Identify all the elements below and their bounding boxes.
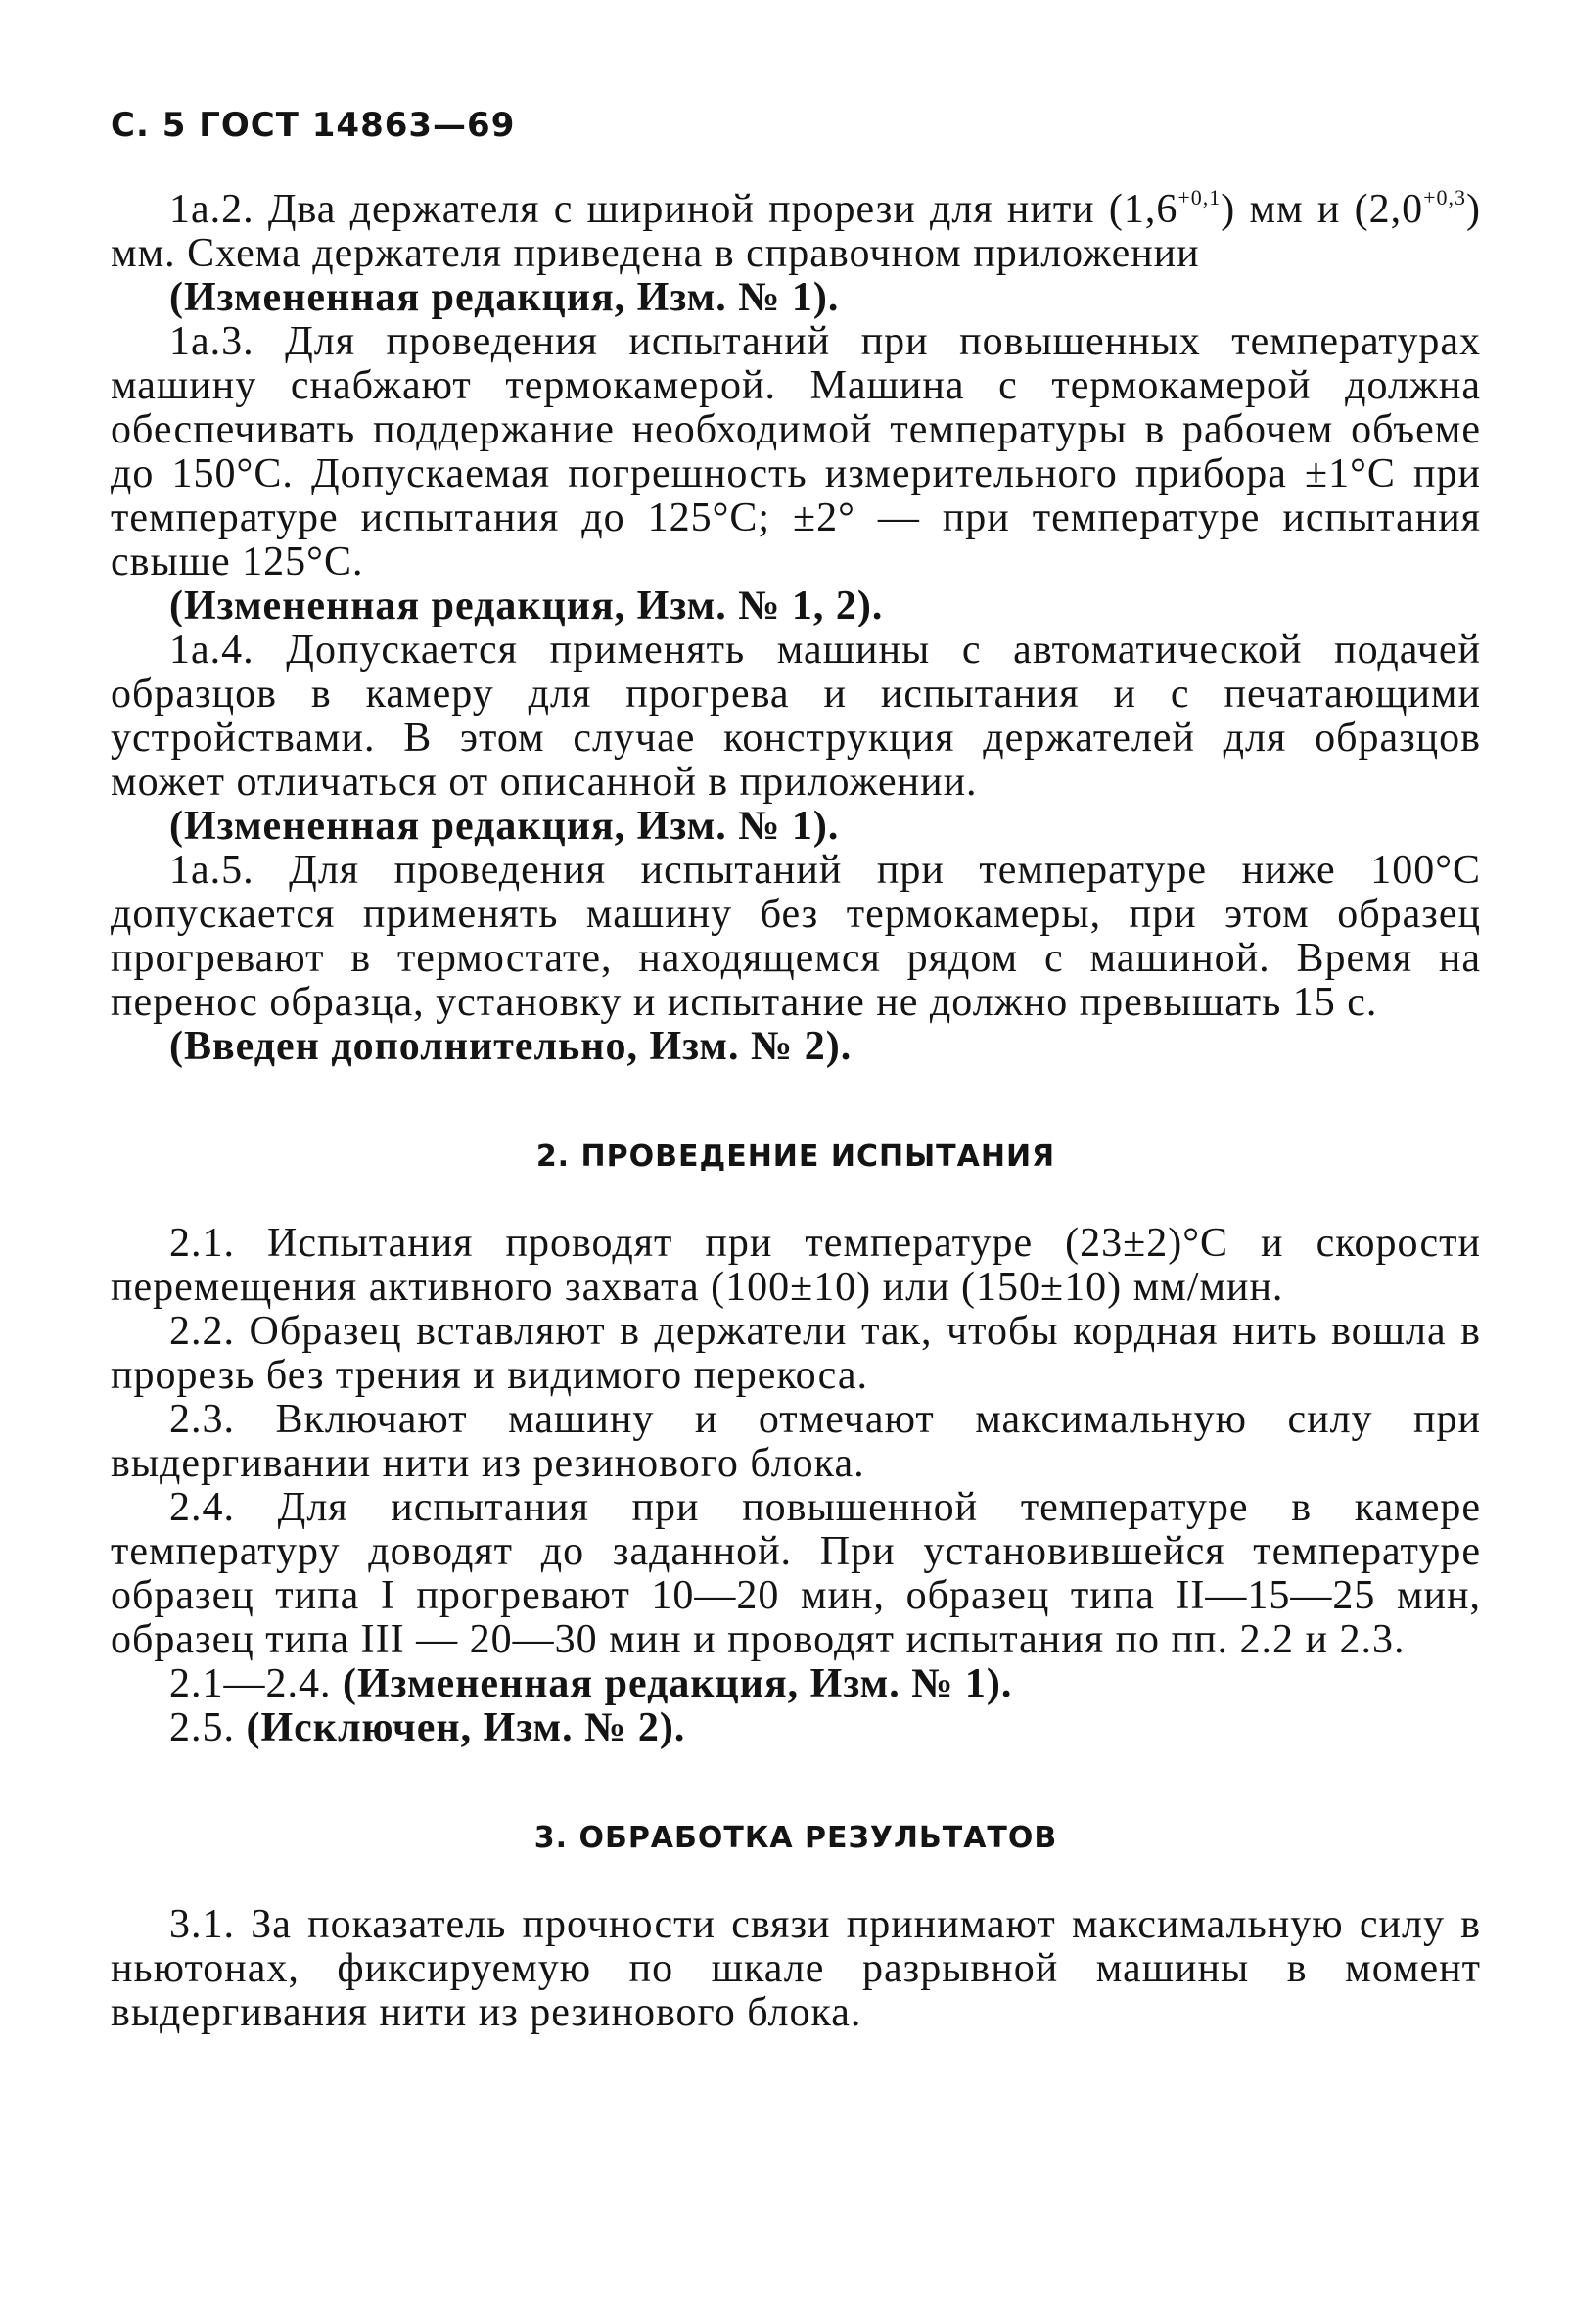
section-2-title: 2. ПРОВЕДЕНИЕ ИСПЫТАНИЯ: [535, 1139, 1056, 1174]
paragraph-2-1-2-4: [111, 1662, 1481, 1706]
page-header: С. 5 ГОСТ 14863—69: [111, 106, 516, 145]
amendment-note-5: (Измененная редакция, Изм. № 1).: [343, 1661, 1013, 1706]
paragraph-1a5: 1а.5. Для проведения испытаний при температуре ниже 100°С допускается применять машину без термокамеры, при этом образец прогревают в термостате, находящемся рядом с машиной. Время на перенос образца, установку и испытание не должно превышать 15 с.: [111, 848, 1481, 1025]
paragraph-1a2-text-a: 1а.2. Два держателя с шириной прорези для нити (1,6: [169, 187, 1178, 232]
paragraph-2-3: 2.3. Включают машину и отмечают максимальную силу при выдергивании нити из резинового блока.: [111, 1397, 1481, 1486]
paragraph-2-5: [111, 1706, 1481, 1750]
paragraph-1a3: 1а.3. Для проведения испытаний при повышенных температурах машину снабжают термокамерой. Машина с термокамерой должна обеспечивать поддержание необходимой температуры в рабочем объеме до 150°С. Допускаемая погрешность измерительного прибора ±1°С при температуре испытания до 125°С; ±2° — при температуре испытания свыше 125°С.: [111, 319, 1481, 584]
tolerance-sup-a: +0,1: [1178, 185, 1222, 209]
clause-number: 2.1—2.4.: [169, 1661, 332, 1706]
section-3-title: 3. ОБРАБОТКА РЕЗУЛЬТАТОВ: [533, 1821, 1058, 1855]
tolerance-sup-b: +0,3: [1423, 185, 1466, 209]
paragraph-1a2: [111, 185, 1481, 276]
paragraph-1a4: 1а.4. Допускается применять машины с автоматической подачей образцов в камеру для прогрева и испытания и с печатающими устройствами. В этом случае конструкция держателей для образцов может отличаться от описанной в приложении.: [111, 627, 1481, 805]
paragraph-2-2: 2.2. Образец вставляют в держатели так, чтобы кордная нить вошла в прорезь без трения и видимого перекоса.: [111, 1309, 1481, 1398]
clause-number: 2.5.: [169, 1705, 235, 1750]
paragraph-1a2-text-b: ) мм и (2,0: [1221, 187, 1424, 232]
paragraph-1a2-text-c: ) мм. Схема держателя приведена в справочном приложении: [111, 187, 1481, 276]
amendment-note-4: (Введен дополнительно, Изм. № 2).: [169, 1024, 853, 1069]
paragraph-2-4: 2.4. Для испытания при повышенной температуре в камере температуру доводят до заданной. При установившейся температуре образец типа I прогревают 10—20 мин, образец типа II—15—25 мин, образец типа III — 20—30 мин и проводят испытания по пп. 2.2 и 2.3.: [111, 1485, 1481, 1662]
paragraph-3-1: 3.1. За показатель прочности связи принимают максимальную силу в ньютонах, фиксируемую по шкале разрывной машины в момент выдергивания нити из резинового блока.: [111, 1902, 1481, 2035]
document-body: [111, 185, 1481, 2035]
amendment-note-3: (Измененная редакция, Изм. № 1).: [169, 804, 840, 849]
paragraph-2-1: 2.1. Испытания проводят при температуре (23±2)°С и скорости перемещения активного захвата (100±10) или (150±10) мм/мин.: [111, 1221, 1481, 1310]
exclusion-note: (Исключен, Изм. № 2).: [246, 1705, 686, 1750]
amendment-note-2: (Измененная редакция, Изм. № 1, 2).: [169, 583, 884, 628]
amendment-note-1: (Измененная редакция, Изм. № 1).: [169, 275, 840, 320]
